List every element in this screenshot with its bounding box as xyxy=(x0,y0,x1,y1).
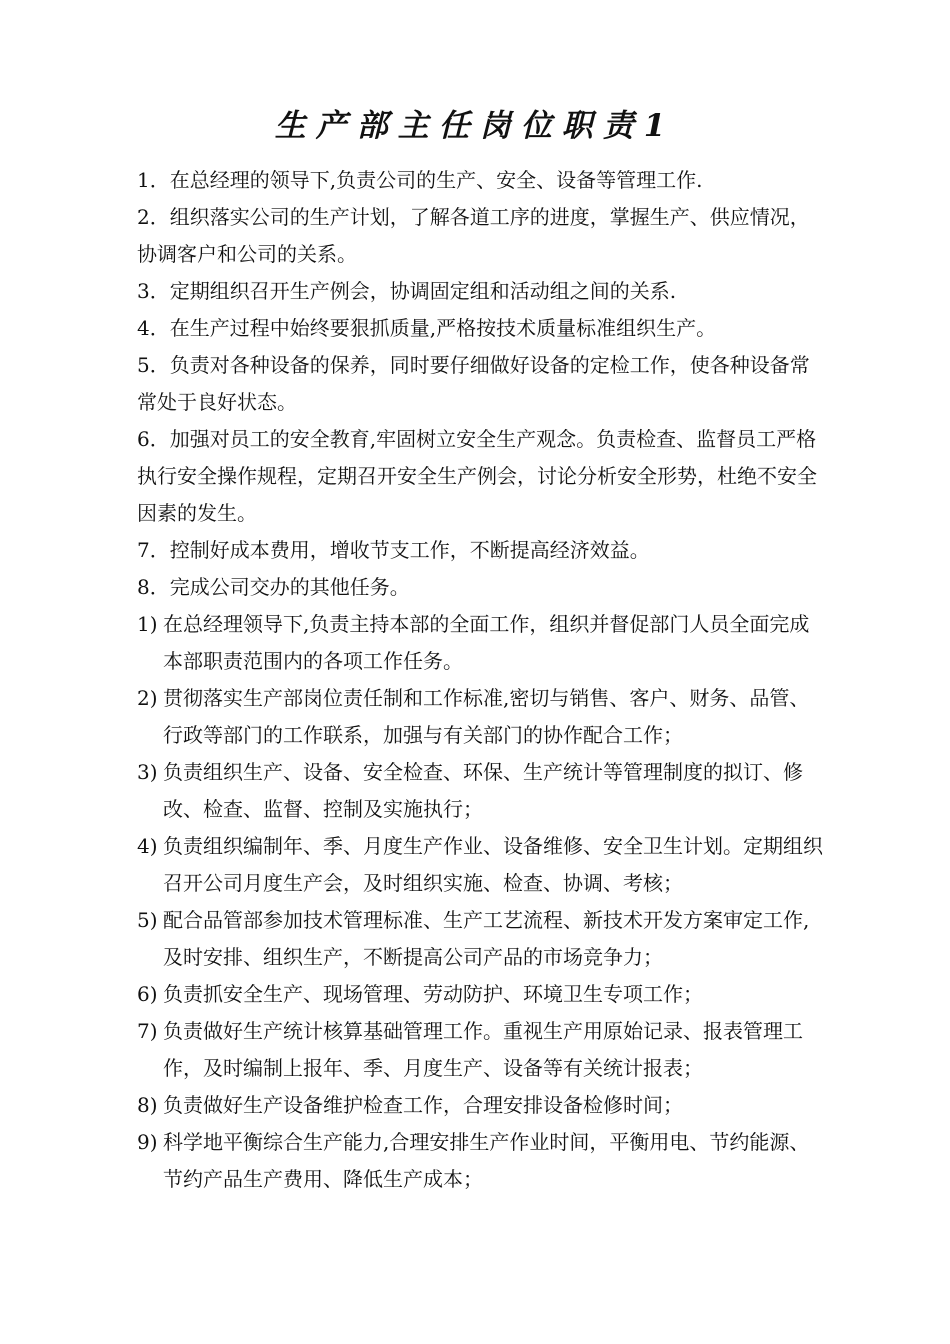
subitem-text: 配合品管部参加技术管理标准、生产工艺流程、新技术开发方案审定工作,及时安排、组织生产，不断提高公司产品的市场竞争力； xyxy=(163,908,810,969)
subitem-number: 9) xyxy=(137,1130,158,1154)
subitem-text: 负责做好生产设备维护检查工作，合理安排设备检修时间； xyxy=(163,1093,683,1117)
subitem-7 xyxy=(137,1013,827,1087)
paragraph-2: 2．组织落实公司的生产计划，了解各道工序的进度，掌握生产、供应情况，协调客户和公司的关系。 xyxy=(137,205,810,266)
subitem-6 xyxy=(137,976,827,1013)
document-body xyxy=(137,162,827,1198)
subitem-number: 4) xyxy=(137,834,158,858)
document-title: 生产部主任岗位职责1 xyxy=(274,108,676,144)
subitem-text: 负责抓安全生产、现场管理、劳动防护、环境卫生专项工作； xyxy=(163,982,703,1006)
paragraph-8: 8．完成公司交办的其他任务。 xyxy=(137,575,410,599)
subitem-4 xyxy=(137,828,827,902)
subitem-8 xyxy=(137,1087,827,1124)
subitem-text: 在总经理领导下,负责主持本部的全面工作，组织并督促部门人员全面完成本部职责范围内的各项工作任务。 xyxy=(163,612,810,673)
paragraph-4: 4．在生产过程中始终要狠抓质量,严格按技术质量标准组织生产。 xyxy=(137,316,717,340)
subitem-number: 5) xyxy=(137,908,158,932)
subitem-text: 负责做好生产统计核算基础管理工作。重视生产用原始记录、报表管理工作，及时编制上报年、季、月度生产、设备等有关统计报表； xyxy=(163,1019,803,1080)
paragraph-7: 7．控制好成本费用，增收节支工作，不断提高经济效益。 xyxy=(137,538,650,562)
subitem-number: 2) xyxy=(137,686,158,710)
subitem-number: 1) xyxy=(137,612,158,636)
subitem-2 xyxy=(137,680,827,754)
paragraph-5: 5．负责对各种设备的保养，同时要仔细做好设备的定检工作，使各种设备常常处于良好状态。 xyxy=(137,353,810,414)
subitem-number: 3) xyxy=(137,760,158,784)
subitem-text: 贯彻落实生产部岗位责任制和工作标准,密切与销售、客户、财务、品管、行政等部门的工作联系，加强与有关部门的协作配合工作； xyxy=(163,686,810,747)
subitem-text: 负责组织编制年、季、月度生产作业、设备维修、安全卫生计划。定期组织召开公司月度生产会，及时组织实施、检查、协调、考核； xyxy=(163,834,823,895)
paragraph-3: 3．定期组织召开生产例会，协调固定组和活动组之间的关系. xyxy=(137,279,677,303)
subitem-number: 7) xyxy=(137,1019,158,1043)
subitem-text: 负责组织生产、设备、安全检查、环保、生产统计等管理制度的拟订、修改、检查、监督、控制及实施执行； xyxy=(163,760,803,821)
paragraph-6: 6．加强对员工的安全教育,牢固树立安全生产观念。负责检查、监督员工严格执行安全操作规程，定期召开安全生产例会，讨论分析安全形势，杜绝不安全因素的发生。 xyxy=(137,427,817,525)
subitem-3 xyxy=(137,754,827,828)
subitem-1 xyxy=(137,606,827,680)
subitem-number: 8) xyxy=(137,1093,158,1117)
subitem-text: 科学地平衡综合生产能力,合理安排生产作业时间，平衡用电、节约能源、节约产品生产费用、降低生产成本； xyxy=(163,1130,810,1191)
paragraph-1: 1．在总经理的领导下,负责公司的生产、安全、设备等管理工作. xyxy=(137,168,703,192)
subitem-number: 6) xyxy=(137,982,158,1006)
subitem-9 xyxy=(137,1124,827,1198)
subitem-5 xyxy=(137,902,827,976)
